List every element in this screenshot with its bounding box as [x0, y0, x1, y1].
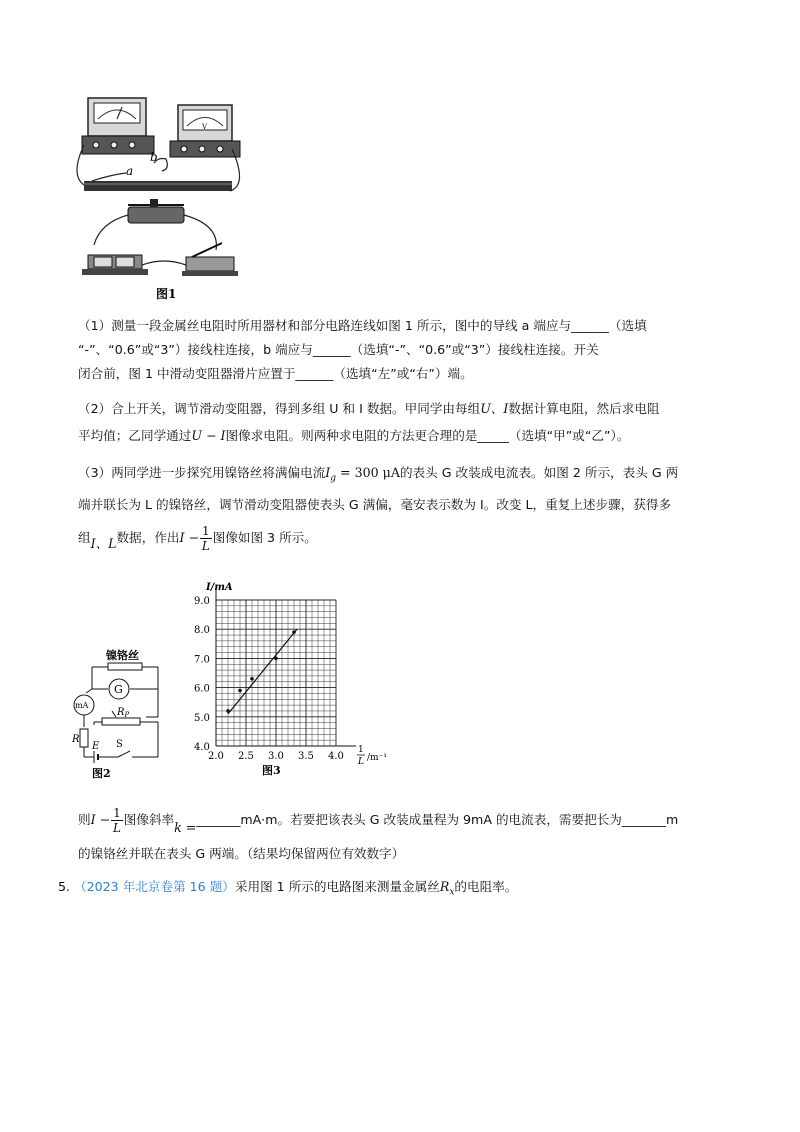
q3-line-3-a: 组 [78, 530, 91, 545]
wire-a-label: a [126, 164, 134, 178]
q5-rx-symbol: R [439, 879, 450, 894]
switch-S-label: S [116, 739, 123, 750]
q3-line-3 [78, 524, 317, 553]
q3-line-1-a: （3）两同学进一步探究用镍铬丝将满偏电流 [78, 465, 326, 480]
q4-fraction-den: L [112, 821, 121, 835]
chart-x-label [357, 745, 387, 767]
q2-line-1-math: U、I [480, 401, 509, 416]
q5-text-b: 的电阻率。 [454, 879, 518, 894]
q1-line-2: “-”、“0.6”或“3”）接线柱连接，b 端应与______（选填“-”、“0.6”或“3”）接线柱连接。开关 [78, 342, 599, 357]
q3-line-1-b: 的表头 G 改装成电流表。如图 2 所示，表头 G 两 [399, 465, 679, 480]
figure-3-chart [180, 578, 390, 778]
q2-line-2-a: 平均值；乙同学通过 [78, 428, 192, 443]
rheostat-sub-P: P [124, 711, 130, 719]
q4-line-1 [78, 806, 678, 835]
galvanometer-G-label: G [114, 683, 123, 696]
q5-line [58, 878, 517, 902]
data-point [292, 630, 296, 634]
ammeter-image [82, 98, 154, 154]
data-point [238, 689, 242, 693]
svg-text:V: V [202, 123, 208, 131]
q4-fraction [111, 806, 123, 835]
q1-line-3: 闭合前，图 1 中滑动变阻器滑片应置于______（选填“左”或“右”）端。 [78, 366, 473, 381]
q3-line-2: 端并联长为 L 的镍铬丝，调节滑动变阻器使表头 G 满偏，毫安表示数为 I。改变 L，重复上述步骤，获得多 [78, 497, 672, 512]
q3-fraction [200, 524, 212, 553]
chart-x-label-num: 1 [358, 745, 364, 755]
y-tick-label: 4.0 [194, 742, 210, 753]
q5-number: 5. [58, 879, 71, 894]
q3-ig-value: = 300 μA [336, 465, 400, 480]
switch-image [182, 243, 238, 276]
figure-2-circuit [72, 645, 182, 780]
wire-b-label: b [150, 150, 158, 164]
data-point [226, 709, 230, 713]
battery-E-label: E [92, 741, 100, 752]
q5-rx-sub: x [449, 887, 455, 898]
q4-line-1-c: _______mA·m。若要把该表头 G 改装成量程为 9mA 的电流表，需要把长为_______m [196, 812, 679, 827]
chart-x-label-unit: /m⁻¹ [367, 753, 387, 763]
battery-image [82, 255, 148, 275]
rheostat-Rp-label [116, 707, 130, 719]
chart-grid [216, 586, 356, 746]
q3-ig-symbol: I [325, 465, 331, 480]
rheostat-image [94, 199, 216, 250]
q5-text-a: 采用图 1 所示的电路图来测量金属丝 [234, 879, 440, 894]
figure-2-caption: 图2 [92, 767, 111, 780]
q4-line-2: 的镍铬丝并联在表头 G 两端。（结果均保留两位有效数字） [78, 846, 405, 861]
figure-3-caption: 图3 [262, 764, 281, 777]
figure-1-caption: 图1 [156, 287, 177, 301]
data-point [250, 677, 254, 681]
voltmeter-image [170, 105, 240, 157]
x-tick-label: 3.5 [298, 751, 314, 762]
q2-line-2 [78, 427, 629, 445]
q4-line-1-I: I − [90, 812, 111, 827]
nichrome-wire-label: 镍铬丝 [106, 649, 139, 662]
milliammeter-label: mA [75, 701, 89, 710]
y-tick-label: 9.0 [194, 596, 210, 607]
figure-1-apparatus [70, 95, 250, 305]
q4-line-1-b: 图像斜率 [123, 812, 175, 827]
q3-fraction-den: L [201, 539, 210, 553]
y-tick-label: 8.0 [194, 625, 210, 637]
chart-marks [226, 629, 297, 714]
data-point [274, 657, 278, 661]
q3-ig-sub: g [330, 473, 337, 484]
q2-line-1-a: （2）合上开关，调节滑动变阻器，得到多组 U 和 I 数据。甲同学由每组 [78, 401, 481, 416]
q5-source-link[interactable]: （2023 年北京卷第 16 题） [74, 879, 235, 894]
q2-line-1-b: 数据计算电阻，然后求电阻 [508, 401, 660, 416]
y-tick-label: 5.0 [194, 712, 210, 724]
q4-fraction-num: 1 [113, 806, 121, 820]
metal-wire-image [84, 181, 232, 191]
resistor-R-label: R [72, 734, 80, 745]
q3-line-3-math: I、L [90, 536, 117, 551]
x-tick-label: 2.0 [208, 751, 224, 762]
q1-line-1: （1）测量一段金属丝电阻时所用器材和部分电路连线如图 1 所示，图中的导线 a 端应与______（选填 [78, 318, 647, 333]
q3-line-3-c: 图像如图 3 所示。 [212, 530, 317, 545]
x-tick-label: 4.0 [328, 751, 344, 762]
q4-line-1-a: 则 [78, 812, 91, 827]
rheostat-R: R [117, 707, 125, 718]
y-tick-label: 6.0 [194, 683, 210, 695]
y-tick-label: 7.0 [194, 654, 210, 666]
q4-k-symbol: k = [174, 820, 197, 835]
q2-line-1 [78, 400, 660, 418]
q3-line-1 [78, 464, 678, 488]
q3-line-3-b: 数据，作出 [116, 530, 180, 545]
q2-line-2-b: 图像求电阻。则两种求电阻的方法更合理的是_____（选填“甲”或“乙”）。 [225, 428, 630, 443]
x-tick-label: 3.0 [268, 751, 284, 762]
q3-line-3-I: I − [179, 530, 200, 545]
x-tick-label: 2.5 [238, 751, 254, 762]
chart-y-label: I/mA [206, 582, 233, 593]
chart-x-label-den: L [358, 757, 364, 767]
fit-line [228, 629, 297, 714]
q3-fraction-num: 1 [202, 524, 210, 538]
q2-line-2-math: U − I [191, 428, 226, 443]
